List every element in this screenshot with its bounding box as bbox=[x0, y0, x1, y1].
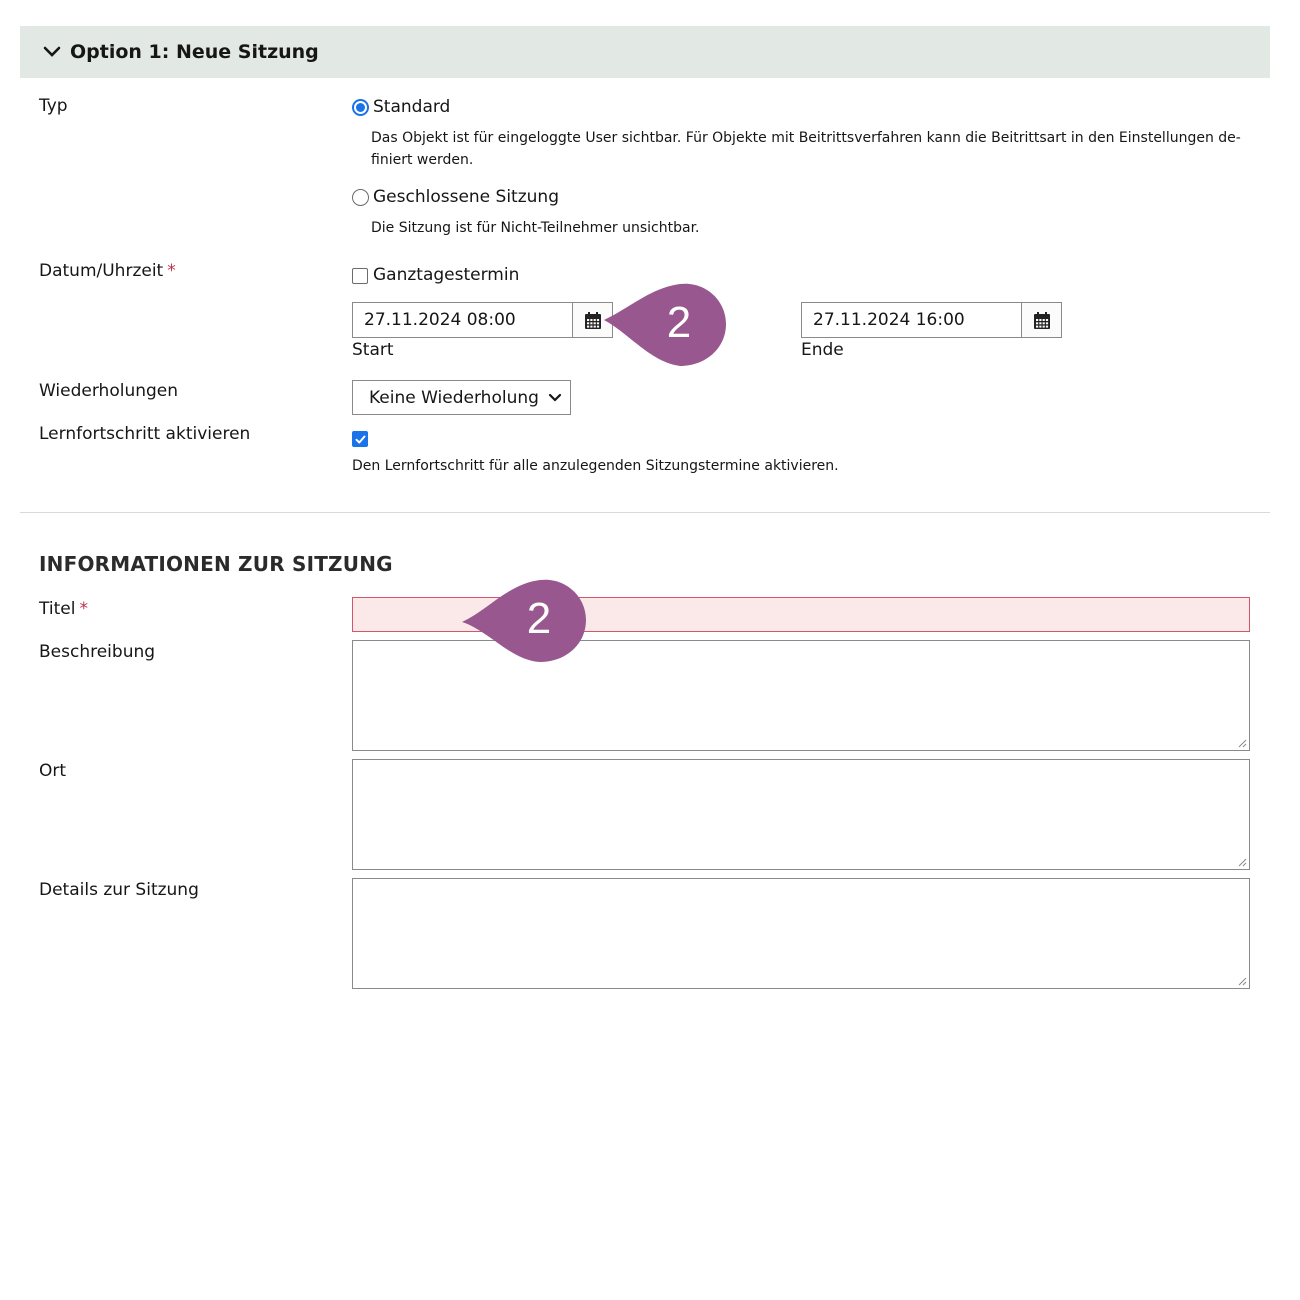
section-title: Option 1: Neue Sitzung bbox=[70, 41, 319, 63]
info-heading: INFORMATIONEN ZUR SITZUNG bbox=[39, 552, 393, 576]
callout-number-2: 2 bbox=[526, 594, 552, 643]
recurrence-label: Wiederholungen bbox=[39, 381, 179, 401]
resize-handle-icon[interactable] bbox=[1237, 976, 1247, 986]
end-label: Ende bbox=[801, 340, 844, 360]
location-textarea[interactable] bbox=[352, 759, 1250, 870]
title-required-marker: * bbox=[79, 599, 88, 619]
start-label: Start bbox=[352, 340, 394, 360]
radio-standard-label[interactable]: Standard bbox=[373, 97, 451, 117]
radio-closed-session-label[interactable]: Geschlossene Sitzung bbox=[373, 187, 559, 207]
radio-standard[interactable] bbox=[352, 99, 369, 116]
closed-session-description: Die Sitzung ist für Nicht-Teilnehmer unsichtbar. bbox=[371, 220, 700, 236]
all-day-label[interactable]: Ganztagestermin bbox=[373, 265, 520, 285]
radio-closed-session[interactable] bbox=[352, 189, 369, 206]
end-calendar-button[interactable] bbox=[1022, 303, 1061, 337]
start-date-input[interactable]: 27.11.2024 08:00 bbox=[353, 303, 573, 337]
progress-checkbox[interactable] bbox=[352, 431, 368, 447]
section-divider bbox=[20, 512, 1270, 513]
datetime-label-text: Datum/Uhrzeit bbox=[39, 261, 164, 281]
chevron-down-icon bbox=[42, 42, 62, 62]
resize-handle-icon[interactable] bbox=[1237, 738, 1247, 748]
start-date-field[interactable] bbox=[352, 302, 613, 338]
location-label: Ort bbox=[39, 761, 67, 781]
progress-label: Lernfortschritt aktivieren bbox=[39, 424, 251, 444]
standard-description-line2: finiert werden. bbox=[371, 152, 474, 168]
details-label: Details zur Sitzung bbox=[39, 880, 199, 900]
datetime-label bbox=[39, 261, 176, 281]
typ-label: Typ bbox=[39, 96, 68, 116]
end-date-field[interactable] bbox=[801, 302, 1062, 338]
calendar-icon bbox=[585, 312, 601, 329]
details-textarea[interactable] bbox=[352, 878, 1250, 989]
end-date-input[interactable]: 27.11.2024 16:00 bbox=[802, 303, 1022, 337]
resize-handle-icon[interactable] bbox=[1237, 857, 1247, 867]
description-label: Beschreibung bbox=[39, 642, 156, 662]
title-label-text: Titel bbox=[39, 599, 76, 619]
recurrence-selected-value: Keine Wiederholung bbox=[369, 387, 539, 408]
all-day-checkbox[interactable] bbox=[352, 268, 368, 284]
callout-number-1: 2 bbox=[666, 298, 692, 347]
checkmark-icon bbox=[354, 433, 367, 446]
standard-description-line1: Das Objekt ist für eingeloggte User sichtbar. Für Objekte mit Beitrittsverfahren kann die Beitrittsart in den Einstellungen de- bbox=[371, 130, 1241, 146]
progress-description: Den Lernfortschritt für alle anzulegenden Sitzungstermine aktivieren. bbox=[352, 458, 839, 474]
title-label bbox=[39, 599, 88, 619]
required-marker: * bbox=[167, 261, 176, 281]
recurrence-select[interactable] bbox=[352, 380, 571, 415]
chevron-down-icon bbox=[548, 392, 562, 404]
section-header[interactable] bbox=[20, 26, 1270, 78]
calendar-icon bbox=[1034, 312, 1050, 329]
